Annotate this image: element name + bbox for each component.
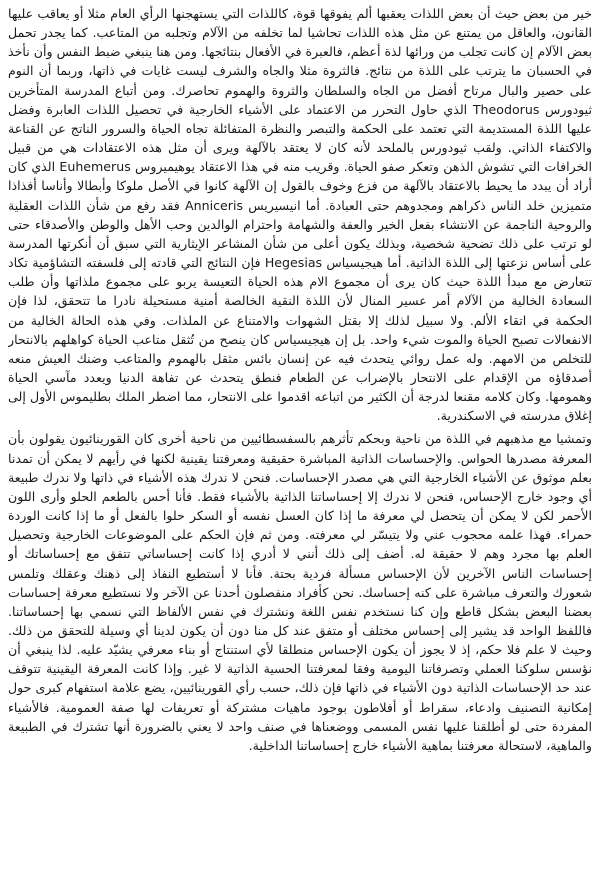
- document-page: [8, 4, 592, 886]
- paragraph-1: خير من بعض حيث أن بعض اللذات يعقبها ألم يفوقها قوة، كاللذات التي يستهجنها الرأي العام مثلا أو يعاقب عليها القانون، والعاقل من يمتنع عن مثل هذه اللذات تحاشيا لما تخلفه من الآلام وتجلبه من المتاعب. كما يجدر تحمل بعض الآلام إن كانت تجلب من ورائها لذة أعظم، فالعبرة في الأفعال بنتائجها. ومن هنا ينبغي ضبط النفس وأن نأخذ في الحسبان ما يترتب على اللذة من نتائج. فالثروة مثلا والجاه والشرف ليست غايات في ذاتها، وربما أن النوم على حصير والبال مرتاح أفضل من الجاه والسلطان والثروة والهموم تحاصرك. ومن أتباع المدرسة المتأخرين ثيودورس Theodorus الذي حاول التحرر من الاعتماد على الأشياء الخارجية في تحصيل اللذات العابرة وفضل عليها اللذة المستديمة التي تعتمد على الحكمة والتبصر والنظرة المتفائلة تجاه الحياة والسرور الناتج عن القناعة والاكتفاء الذاتي. ولقب ثيودورس بالملحد لأنه كان لا يعتقد بالآلهة ويرى أن مثل هذه الاعتقادات هي من قبيل الخرافات التي تشوش الذهن وتعكر صفو الحياة. وقريب منه في هذا الاعتقاد يوهيميروس Euhemerus الذي كان أراد أن يبدد ما يحيط بالاعتقاد بالآلهة من فزع وخوف بالقول إن الآلهة كانوا في الأصل ملوكا وأبطالا وأناسا أفذاذا متميزين خلد الناس ذكراهم ومجدوهم حتى العبادة. أما انيسيريس Anniceris فقد رفع من شأن اللذات العقلية والروحية الناجمة عن الانتشاء بفعل الخير والعفة والشهامة واحترام الوالدين وحب الأهل والوطن والأصدقاء حتى لو ترتب على ذلك تضحية شخصية، وبذلك يكون أعلى من شأن المشاعر الإيثارية التي سبق أن أنكرتها المدرسة على أساس نزعتها إلى اللذة الذاتية. أما هيجيسياس Hegesias فإن النتائج التي قادته إلى فلسفته التشاؤمية تكاد تتعارض مع مبدأ اللذة حيث كان يرى أن مجموع الام هذه الحياة التعيسة يربو على مجموع ملذاتها وأن طلب السعادة الخالية من الآلام أمر عسير المنال لأن اللذة النقية الخالصة أمنية مستحيلة نادرا ما تتحقق، لذا فإن الحكمة في اتقاء الألم. ولا سبيل لذلك إلا بقتل الشهوات والامتناع عن الملذات. وفي هذه الحالة الخالية من الانفعالات تصبح الحياة والموت شيء واحد. بل إن هيجيسياس كان ينصح من تُثقل متاعب الحياة كواهلهم بالانتحار للتخلص من الامهم. وله عمل روائي يتحدث فيه عن إنسان بائس مثقل بالهموم والمتاعب وضنك العيش منعه أصدقاؤه من الإقدام على الانتحار بالإضراب عن الطعام فنطق يتحدث عن تفاهة الدنيا ويعدد مآسي الحياة وهمومها. وكان كلامه مقنعا لدرجة أن الكثير من اتباعه اقدموا على الانتحار، مما اضطر الملك بطليموس الأول إلى إغلاق مدرسته في الاسكندرية.: [8, 6, 592, 424]
- paragraph-2: وتمشيا مع مذهبهم في اللذة من ناحية وبحكم تأثرهم بالسفسطائيين من ناحية أخرى كان القورينائيون يقولون بأن المعرفة مصدرها الحواس. والإحساسات الذاتية المباشرة حقيقية ومعرفتنا يقينية لكنها في رأيهم لا يمكن أن تمدنا بعلم موثوق عن الأشياء الخارجية التي هي مصدر الإحساسات. فنحن لا ندرك هذه الأشياء في ذاتها ولا ندرك طبيعة أي وجود خارج الإحساس، فنحن لا ندرك إلا إحساساتنا الذاتية بالأشياء فقط. فأنا أحس بالطعم الحلو وأرى اللون الأحمر لكن لا يمكن أن يتحصل لي معرفة ما إذا كان العسل نفسه أو السكر حلوا بالفعل أو ما إذا كانت الوردة حمراء. فهذا علمه محجوب عني ولا يتيسّر لي معرفته. ومن ثم فإن الحكم على الموضوعات الخارجية وتحصيل العلم بها مجرد وهم لا حقيقة له. أضف إلى ذلك أنني لا أدري إذا كانت إحساساتي تتفق مع إحساساتك أو إحساسات الناس الآخرين لأن الإحساس مسألة فردية بحتة. فأنا لا أستطيع النفاذ إلى ذهنك وعقلك وتلمس شعورك والتعرف مباشرة على كنه إحساسك. نحن كأفراد منفصلون أحدنا عن الآخر ولا نستطيع معرفة إحساسات بعضنا البعض بشكل قاطع وإن كنا نستخدم نفس اللغة ونشترك في نفس الألفاظ التي نسمي بها إحساساتنا. فاللفظ الواحد قد يشير إلى إحساس مختلف أو متفق عند كل منا دون أن يكون لدينا أي وسيلة للتحقق من ذلك. وحيث لا علم فلا حكم، إذ لا يجوز أن يكون الإحساس منطلقا لأي استنتاج أو بناء معرفي يشيّد عليه. لذا ينبغي أن نؤسس سلوكنا العملي وتصرفاتنا اليومية وفقا لمعرفتنا الحسية الذاتية لا غير. وإذا كانت المعرفة اليقينية تتوقف عند حد الإحساسات الذاتية دون الأشياء في ذاتها فإن ذلك، حسب رأي القورينائيين، يضع علامة استفهام كبرى حول إمكانية التصنيف وادعاء، سقراط أو أفلاطون بوجود ماهيات مشتركة أو تعريفات لها صفة العمومية. فالأشياء المفردة حتى لو أطلقنا عليها نفس المسمى ووضعناها في صنف واحد لا يعني بالضرورة أنها تشترك في الطبيعة والماهية، لاستحالة معرفتنا بماهية الأشياء خارج إحساساتنا الداخلية.: [8, 431, 592, 753]
